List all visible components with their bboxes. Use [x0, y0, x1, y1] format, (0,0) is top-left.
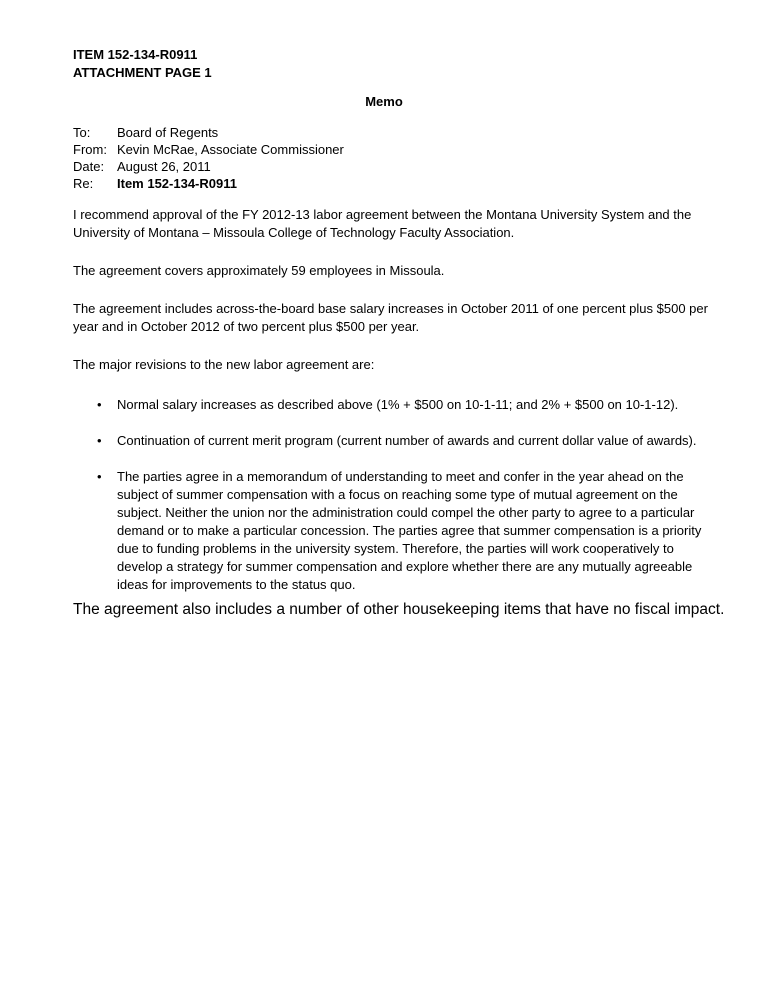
memo-date-label: Date: [73, 159, 105, 174]
memo-from-row [73, 141, 344, 158]
bullet-icon: • [97, 433, 102, 448]
memo-from-label: From: [73, 142, 107, 157]
list-item-text: Normal salary increases as described above (1% + $500 on 10-1-11; and 2% + $500 on 10-1-12). [117, 397, 679, 412]
document-header [73, 46, 212, 82]
memo-to-label: To: [73, 125, 91, 140]
memo-to-value: Board of Regents [117, 125, 219, 140]
memo-from-value: Kevin McRae, Associate Commissioner [117, 142, 344, 157]
bullet-icon: • [97, 469, 102, 484]
memo-title: Memo [365, 94, 403, 109]
list-item [73, 432, 703, 450]
revisions-list [73, 396, 703, 612]
bullet-icon: • [97, 397, 102, 412]
attachment-page-label: ATTACHMENT PAGE 1 [73, 65, 212, 80]
memo-re-label: Re: [73, 176, 94, 191]
memo-to-row [73, 124, 344, 141]
revisions-intro-paragraph: The major revisions to the new labor agreement are: [73, 357, 375, 372]
list-item [73, 396, 703, 414]
memo-date-row [73, 158, 344, 175]
salary-paragraph: The agreement includes across-the-board base salary increases in October 2011 of one percent plus $500 per year and in October 2012 of two percent plus $500 per year. [73, 301, 708, 334]
memo-re-row [73, 175, 344, 192]
recommendation-paragraph: I recommend approval of the FY 2012-13 labor agreement between the Montana University System and the University of Montana – Missoula College of Technology Faculty Association. [73, 207, 692, 240]
list-item-text: Continuation of current merit program (current number of awards and current dollar value of awards). [117, 433, 697, 448]
memo-fields [73, 124, 344, 192]
item-number: ITEM 152-134-R0911 [73, 47, 198, 62]
memo-re-value: Item 152-134-R0911 [117, 176, 237, 191]
memo-date-value: August 26, 2011 [117, 159, 211, 174]
housekeeping-paragraph: The agreement also includes a number of other housekeeping items that have no fiscal impact. [73, 601, 725, 618]
list-item [73, 468, 703, 594]
list-item-text: The parties agree in a memorandum of understanding to meet and confer in the year ahead on the subject of summer compensation with a focus on reaching some type of mutual agreement on the subject. Neither the union nor the administration could compel the other party to agree to a particular demand or to make a particular concession. The parties agree that summer compensation is a priority due to funding problems in the university system. Therefore, the parties will work cooperatively to develop a strategy for summer compensation and explore whether there are any mutually agreeable ideas for improvements to the status quo. [117, 469, 702, 592]
employees-paragraph: The agreement covers approximately 59 employees in Missoula. [73, 263, 445, 278]
